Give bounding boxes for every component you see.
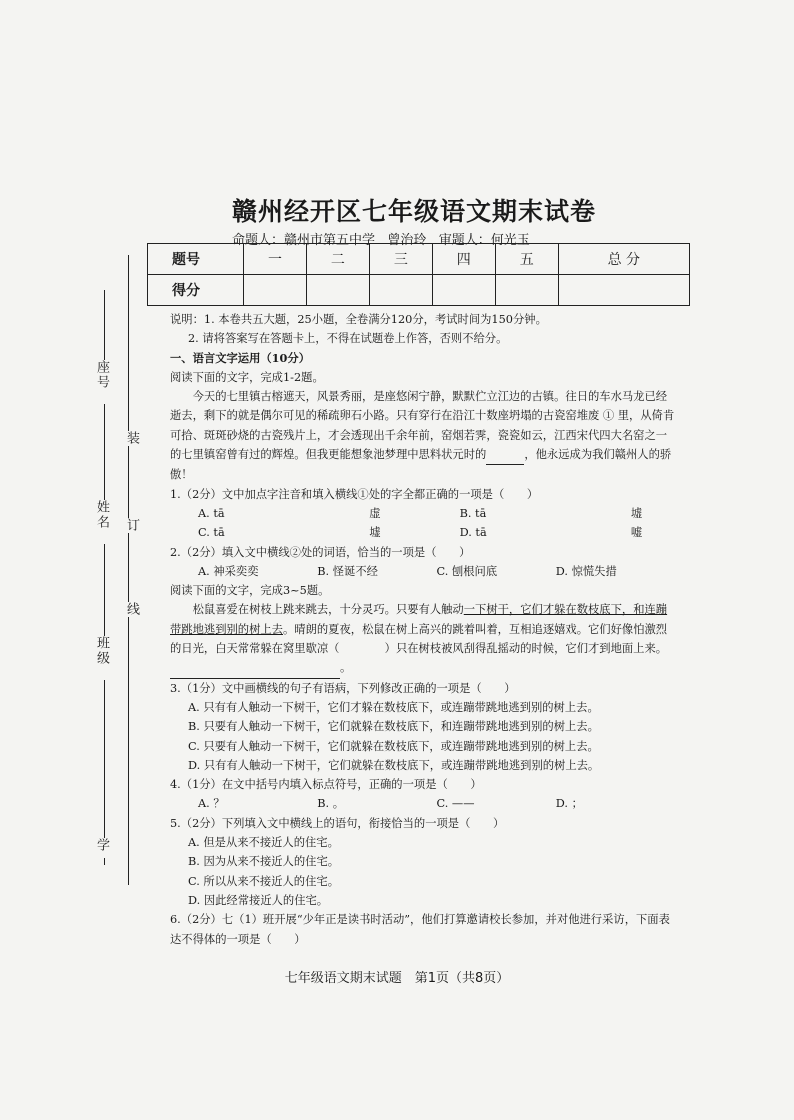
blank-answer: [170, 658, 340, 678]
note-1: 说明：1. 本卷共五大题，25小题，全卷满分120分，考试时间为150分钟。: [170, 313, 547, 326]
exam-title: 赣州经开区七年级语文期末试卷: [232, 197, 597, 226]
binding-margin: [0, 0, 140, 1120]
q1-options-row: [170, 504, 675, 523]
passage-2-end: 。: [340, 661, 352, 675]
score-input-cell: [244, 275, 307, 306]
question-6: 6.（2分）七（1）班开展“少年正是读书时活动”，他们打算邀请校长参加，并对他进行采访，下面表达不得体的一项是（ ）: [170, 913, 670, 946]
class-label: 班级: [94, 636, 109, 666]
score-cell: 三: [369, 244, 432, 275]
passage-1-text: 今天的七里镇古榕遮天，风景秀丽，是座悠闲宁静，默默伫立江边的古镇。往日的车水马龙已经逝去，剩下的就是偶尔可见的稀疏卵石小路。只有穿行在沿江十数座坍塌的古瓷窑堆废 ① 里，从倚肯可拾、斑斑砂烧的古瓷残片上，才会透现出千余年前，窑烟若霁，瓷瓷如云，江西宋代四大名窑之一的七里镇窑曾有过的辉煌。但我更能想象池梦理中思料状元时的: [170, 390, 675, 462]
option: A. 神采奕奕: [198, 564, 259, 578]
binding-xian: 线: [124, 602, 139, 617]
score-cell: 一: [244, 244, 307, 275]
option: D. ；: [555, 797, 583, 811]
option: D. 只有有人触动一下树干，它们就躲在数枝底下，或连蹦带跳地逃到别的树上去。: [188, 758, 600, 772]
score-table: [147, 243, 690, 306]
exam-content: [170, 310, 675, 949]
option: A. 只有有人触动一下树干，它们才躲在数枝底下，或连蹦带跳地逃到别的树上去。: [188, 700, 599, 714]
blank-2: [486, 445, 524, 465]
option: A. 但是从来不接近人的住宅。: [188, 836, 339, 850]
option: B. 因为从来不接近人的住宅。: [188, 855, 340, 869]
seat-label: 座号: [94, 360, 109, 390]
binding-zhuang: 装: [124, 431, 139, 446]
option: C. 所以从来不接近人的住宅。: [188, 874, 339, 888]
question-2: 2.（2分）填入文中横线②处的词语，恰当的一项是（ ）: [170, 545, 471, 559]
score-cell: 总 分: [558, 244, 689, 275]
exam-authors: 命题人：赣州市第五中学 曾治玲 审题人：何光玉: [232, 233, 530, 248]
question-4: 4.（1分）在文中括号内填入标点符号，正确的一项是（ ）: [170, 778, 482, 792]
score-cell: 二: [306, 244, 369, 275]
q1-options-row: [170, 523, 675, 542]
q4-options: [170, 794, 675, 813]
binding-line-outer: [128, 255, 129, 885]
option: 墟: [369, 526, 381, 540]
score-cell: 四: [432, 244, 495, 275]
option: D. tā: [459, 526, 487, 540]
question-3: 3.（1分）文中画横线的句子有语病，下列修改正确的一项是（ ）: [170, 681, 516, 695]
reading-instruction: 阅读下面的文字，完成1-2题。: [170, 370, 324, 384]
option: C. ——: [436, 797, 475, 811]
score-input-cell: [306, 275, 369, 306]
passage-1-end: ，他永远成为我们赣州人的骄傲！: [170, 448, 672, 482]
option: A. ？: [198, 797, 225, 811]
passage-2-text: 。晴朗的夏夜，松鼠在树上高兴的跳着叫着，互相追逐嬉戏。它们好像怕激烈的日光，白天常常躲在窝里歇凉（ ）只在树枝被风刮得乱摇动的时候，它们才到地面上来。: [170, 622, 668, 656]
q2-options: [170, 562, 675, 581]
option: B. 只要有人触动一下树干，它们就躲在数枝底下，和连蹦带跳地逃到别的树上去。: [188, 720, 599, 734]
score-input-cell: [558, 275, 689, 306]
score-cell: 题号: [148, 244, 244, 275]
question-5: 5.（2分）下列填入文中横线上的语句，衔接恰当的一项是（ ）: [170, 816, 505, 830]
passage-2-text: 松鼠喜爱在树枝上跳来跳去，十分灵巧。只要有人触动: [192, 603, 464, 617]
option: B. tā: [459, 506, 487, 520]
passage-2: [170, 600, 675, 678]
score-input-cell: [495, 275, 558, 306]
score-cell: 五: [495, 244, 558, 275]
option: 墟: [630, 506, 643, 520]
binding-ding: 订: [124, 518, 139, 533]
option: C. 刨根问底: [436, 564, 498, 578]
option: C. tā: [198, 526, 225, 540]
option: 嘘: [630, 526, 643, 540]
school-label: 学: [94, 838, 109, 853]
option: D. 因此经常接近人的住宅。: [188, 893, 329, 907]
reading-instruction: 阅读下面的文字，完成3~5题。: [170, 584, 330, 598]
score-input-cell: [369, 275, 432, 306]
question-1: 1.（2分）文中加点字注音和填入横线①处的字全都正确的一项是（ ）: [170, 487, 539, 501]
score-table-header-row: [148, 244, 690, 275]
section-heading: 一、语言文字运用（10分）: [170, 350, 310, 365]
passage-2-underlined: 一下树干，它们才躲在数枝底下，和连蹦带跳地逃到别的树上去: [170, 603, 668, 636]
note-2: 2. 请将答案写在答题卡上，不得在试题卷上作答，否则不给分。: [188, 332, 508, 346]
option: B. 。: [317, 797, 345, 811]
score-cell: 得分: [148, 275, 244, 306]
passage-1: [170, 387, 675, 484]
score-input-cell: [432, 275, 495, 306]
score-table-score-row: [148, 275, 690, 306]
option: A. tā: [198, 506, 225, 520]
page-footer: 七年级语文期末试题 第1页（共8页）: [284, 971, 510, 986]
option: D. 惊慌失措: [555, 564, 617, 578]
option: B. 怪诞不经: [317, 564, 378, 578]
option: C. 只要有人触动一下树干，它们就躲在数枝底下，或连蹦带跳地逃到别的树上去。: [188, 739, 599, 753]
option: 虚: [369, 506, 381, 520]
name-label: 姓名: [94, 500, 109, 530]
